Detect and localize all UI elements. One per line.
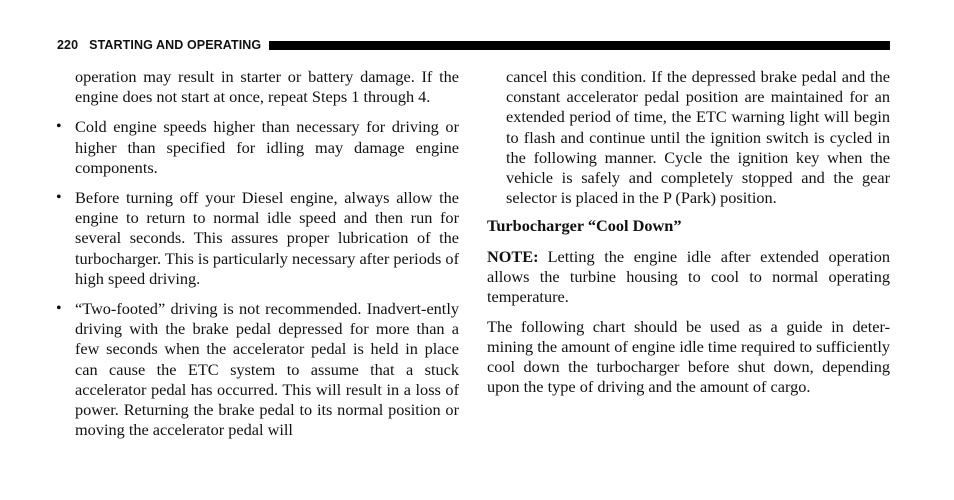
right-column	[487, 67, 890, 407]
page-number: 220	[57, 38, 79, 52]
bullet-list	[75, 117, 459, 440]
bullet-item-two-footed: • “Two-footed” driving is not recommended. Inadvert-ently driving with the brake pedal depressed for more than a few seconds when the accelerator pedal is held in place can cause the ETC system to assume that a stuck accelerator pedal has occurred. This will result in a loss of power. Returning the brake pedal to its normal position or moving the accelerator pedal will	[75, 299, 459, 440]
section-title: STARTING AND OPERATING	[89, 38, 262, 52]
chart-intro-paragraph: The following chart should be used as a guide in deter-mining the amount of engine idle time required to sufficiently cool down the turbocharger before shut down, depending upon the type of driving and the amount of cargo.	[487, 316, 890, 397]
intro-paragraph: operation may result in starter or battery damage. If the engine does not start at once, repeat Steps 1 through 4.	[75, 67, 459, 107]
note-label: NOTE:	[487, 246, 539, 266]
bullet-item-cold-engine: • Cold engine speeds higher than necessary for driving or higher than specified for idling may damage engine components.	[75, 117, 459, 178]
header-rule	[269, 41, 890, 50]
note-paragraph	[487, 247, 890, 308]
continuation-paragraph: cancel this condition. If the depressed brake pedal and the constant accelerator pedal position are maintained for an extended period of time, the ETC warning light will begin to flash and continue until the ignition switch is cycled in the following manner. Cycle the ignition key when the vehicle is safely and completely stopped and the gear selector is placed in the P (Park) position.	[506, 67, 890, 208]
subheading-cool-down: Turbocharger “Cool Down”	[487, 216, 682, 236]
page-header	[57, 37, 890, 53]
note-text: Letting the engine idle after extended operation allows the turbine housing to cool to normal operating temperature.	[487, 246, 890, 307]
bullet-item-turning-off: • Before turning off your Diesel engine, always allow the engine to return to normal idle speed and then run for several seconds. This assures proper lubrication of the turbocharger. This is particularly necessary after periods of high speed driving.	[75, 188, 459, 289]
left-column	[75, 67, 459, 450]
